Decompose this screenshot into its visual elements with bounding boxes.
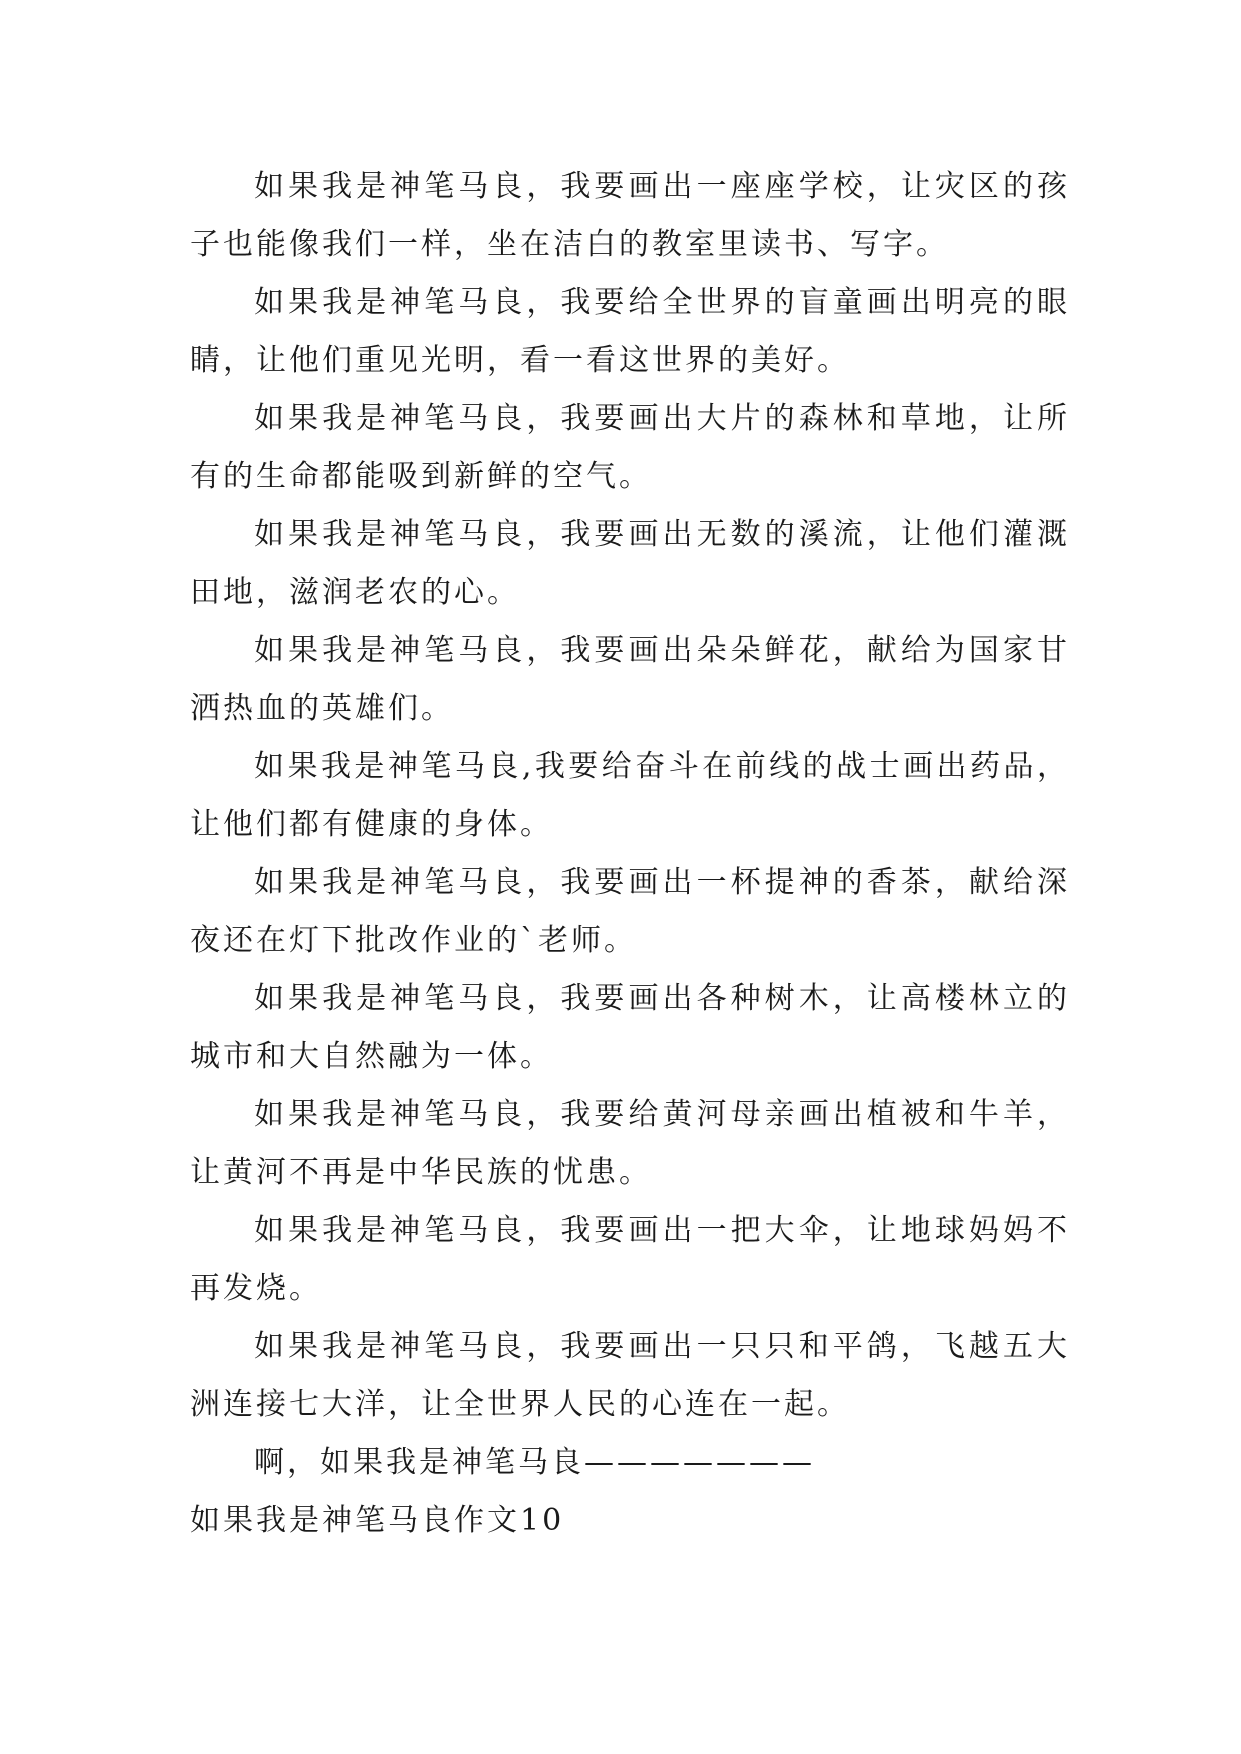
paragraph-blind-children: 如果我是神笔马良，我要给全世界的盲童画出明亮的眼睛，让他们重见光明，看一看这世界的美好。 <box>190 285 1070 378</box>
paragraph-forests: 如果我是神笔马良，我要画出大片的森林和草地，让所有的生命都能吸到新鲜的空气。 <box>190 401 1070 494</box>
next-essay-title: 如果我是神笔马良作文10 <box>190 1503 565 1538</box>
paragraph-tea: 如果我是神笔马良，我要画出一杯提神的香茶，献给深夜还在灯下批改作业的`老师。 <box>190 865 1070 958</box>
paragraph-trees: 如果我是神笔马良，我要画出各种树木，让高楼林立的城市和大自然融为一体。 <box>190 981 1070 1074</box>
paragraph-peace-doves: 如果我是神笔马良，我要画出一只只和平鸽，飞越五大洲连接七大洋，让全世界人民的心连在一起。 <box>190 1329 1070 1422</box>
paragraph-schools: 如果我是神笔马良，我要画出一座座学校，让灾区的孩子也能像我们一样，坐在洁白的教室里读书、写字。 <box>190 169 1070 262</box>
paragraph-umbrella: 如果我是神笔马良，我要画出一把大伞，让地球妈妈不再发烧。 <box>190 1213 1070 1306</box>
document-body <box>190 158 1070 1550</box>
paragraph-flowers: 如果我是神笔马良，我要画出朵朵鲜花，献给为国家甘洒热血的英雄们。 <box>190 633 1070 726</box>
paragraph-streams: 如果我是神笔马良，我要画出无数的溪流，让他们灌溉田地，滋润老农的心。 <box>190 517 1070 610</box>
paragraph-closing: 啊，如果我是神笔马良——————— <box>254 1445 815 1480</box>
paragraph-medicine: 如果我是神笔马良,我要给奋斗在前线的战士画出药品，让他们都有健康的身体。 <box>190 749 1070 842</box>
paragraph-yellow-river: 如果我是神笔马良，我要给黄河母亲画出植被和牛羊，让黄河不再是中华民族的忧患。 <box>190 1097 1070 1190</box>
